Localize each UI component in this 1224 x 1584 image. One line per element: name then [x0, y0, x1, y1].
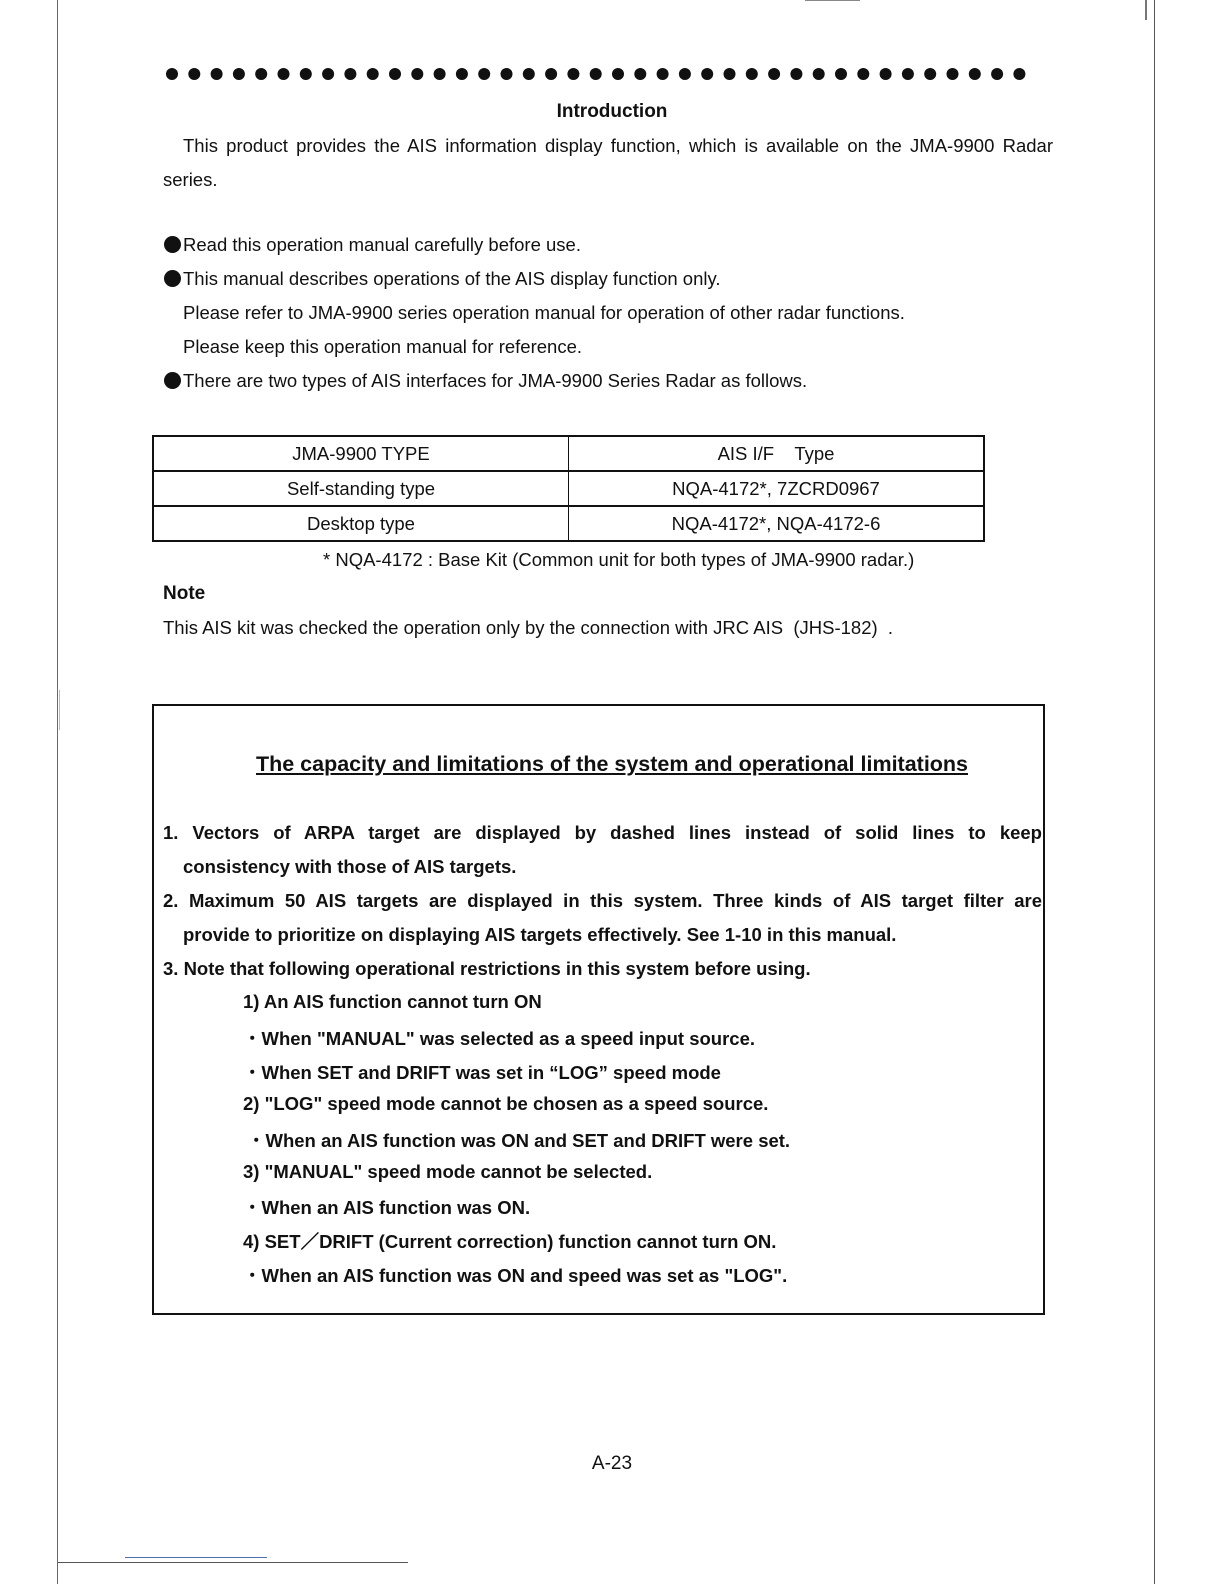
- restriction-1: 1) An AIS function cannot turn ON: [243, 991, 542, 1012]
- keep-line: Please keep this operation manual for reference.: [183, 336, 583, 357]
- restriction-1a: ・When "MANUAL" was selected as a speed input source.: [243, 1028, 756, 1049]
- ais-interface-table: [152, 435, 985, 542]
- decorative-dot: [300, 68, 312, 80]
- decorative-dot: [590, 68, 602, 80]
- table-row: [153, 471, 984, 506]
- decorative-dot: [344, 68, 356, 80]
- decorative-dot: [255, 68, 267, 80]
- decorative-dot: [434, 68, 446, 80]
- decorative-dot: [322, 68, 334, 80]
- intro-paragraph: This product provides the AIS information display function, which is available on the JMA-9900 Radar series.: [163, 135, 1053, 190]
- decorative-dot: [233, 68, 245, 80]
- decorative-dot: [1013, 68, 1025, 80]
- bullet-read: [164, 234, 581, 256]
- decorative-dot: [768, 68, 780, 80]
- page-edge-top: [805, 0, 860, 1]
- table-cell: NQA-4172*, 7ZCRD0967: [569, 471, 985, 506]
- table-footnote: * NQA-4172 : Base Kit (Common unit for both types of JMA-9900 radar.): [323, 549, 915, 570]
- page-edge-bottom: [58, 1562, 408, 1563]
- bullet-describes: [164, 268, 721, 290]
- limit-item-3: 3. Note that following operational restrictions in this system before using.: [163, 958, 811, 979]
- limitations-title: The capacity and limitations of the system and operational limitations: [255, 752, 969, 776]
- note-text: This AIS kit was checked the operation only by the connection with JRC AIS (JHS-182) .: [163, 617, 894, 638]
- restriction-3a: ・When an AIS function was ON.: [243, 1197, 531, 1218]
- decorative-dot: [724, 68, 736, 80]
- decorative-dot: [612, 68, 624, 80]
- page-edge-mark-top: [1145, 0, 1147, 20]
- decorative-dot: [188, 68, 200, 80]
- restriction-2: 2) "LOG" speed mode cannot be chosen as a speed source.: [243, 1093, 769, 1114]
- refer-line: Please refer to JMA-9900 series operation manual for operation of other radar functions.: [183, 302, 905, 323]
- table-cell: Self-standing type: [153, 471, 569, 506]
- bullet-dot-icon: [164, 270, 181, 287]
- page-edge-left: [57, 0, 58, 1584]
- restriction-4: 4) SET／DRIFT (Current correction) function cannot turn ON.: [243, 1231, 777, 1252]
- decorative-dot: [389, 68, 401, 80]
- decorative-dot: [857, 68, 869, 80]
- limit-item-2-line-1: 2. Maximum 50 AIS targets are displayed in this system. Three kinds of AIS target filter are: [163, 890, 1042, 911]
- page-edge-mark: [59, 690, 60, 730]
- decorative-dot: [679, 68, 691, 80]
- decorative-dot: [411, 68, 423, 80]
- decorative-dot: [456, 68, 468, 80]
- limit-item-1-line-2: consistency with those of AIS targets.: [183, 856, 517, 877]
- note-heading: Note: [163, 583, 206, 604]
- decorative-dot: [835, 68, 847, 80]
- table-cell: NQA-4172*, NQA-4172-6: [569, 506, 985, 541]
- page-edge-bottom-blue: [125, 1557, 267, 1558]
- decorative-dot: [567, 68, 579, 80]
- table-header-row: [153, 436, 984, 471]
- decorative-dot: [969, 68, 981, 80]
- table-header-cell: JMA-9900 TYPE: [153, 436, 569, 471]
- restriction-2a: ・When an AIS function was ON and SET and DRIFT were set.: [247, 1130, 791, 1151]
- decorative-dot: [790, 68, 802, 80]
- restriction-1b: ・When SET and DRIFT was set in “LOG” speed mode: [243, 1062, 721, 1083]
- bullet-describes-text: This manual describes operations of the AIS display function only.: [183, 268, 721, 289]
- decorative-dot: [501, 68, 513, 80]
- intro-heading: Introduction: [556, 101, 668, 122]
- dot-row-graphic: [160, 64, 1050, 84]
- decorative-dot: [701, 68, 713, 80]
- restriction-3: 3) "MANUAL" speed mode cannot be selected.: [243, 1161, 653, 1182]
- decorative-dot: [813, 68, 825, 80]
- restriction-4a: ・When an AIS function was ON and speed was set as "LOG".: [243, 1265, 788, 1286]
- decorative-dot: [991, 68, 1003, 80]
- decorative-dot: [545, 68, 557, 80]
- table-cell: Desktop type: [153, 506, 569, 541]
- decorative-dot: [634, 68, 646, 80]
- limit-item-1-line-1: 1. Vectors of ARPA target are displayed by dashed lines instead of solid lines to keep: [163, 822, 1042, 843]
- bullet-types-text: There are two types of AIS interfaces for JMA-9900 Series Radar as follows.: [183, 370, 808, 391]
- decorative-dot: [367, 68, 379, 80]
- decorative-dot: [947, 68, 959, 80]
- decorative-dot: [278, 68, 290, 80]
- decorative-dot: [211, 68, 223, 80]
- bullet-types: [164, 370, 807, 392]
- decorative-dot-row: [160, 64, 1050, 84]
- decorative-dot: [478, 68, 490, 80]
- table-header-cell: AIS I/F Type: [569, 436, 985, 471]
- bullet-dot-icon: [164, 372, 181, 389]
- table-row: [153, 506, 984, 541]
- decorative-dot: [746, 68, 758, 80]
- decorative-dot: [657, 68, 669, 80]
- decorative-dot: [902, 68, 914, 80]
- page-edge-right: [1154, 0, 1155, 1584]
- decorative-dot: [523, 68, 535, 80]
- limit-item-2-line-2: provide to prioritize on displaying AIS targets effectively. See 1-10 in this manual.: [183, 924, 897, 945]
- bullet-read-text: Read this operation manual carefully before use.: [183, 234, 581, 255]
- bullet-dot-icon: [164, 236, 181, 253]
- decorative-dot: [924, 68, 936, 80]
- decorative-dot: [166, 68, 178, 80]
- page-number: A-23: [591, 1453, 633, 1474]
- decorative-dot: [880, 68, 892, 80]
